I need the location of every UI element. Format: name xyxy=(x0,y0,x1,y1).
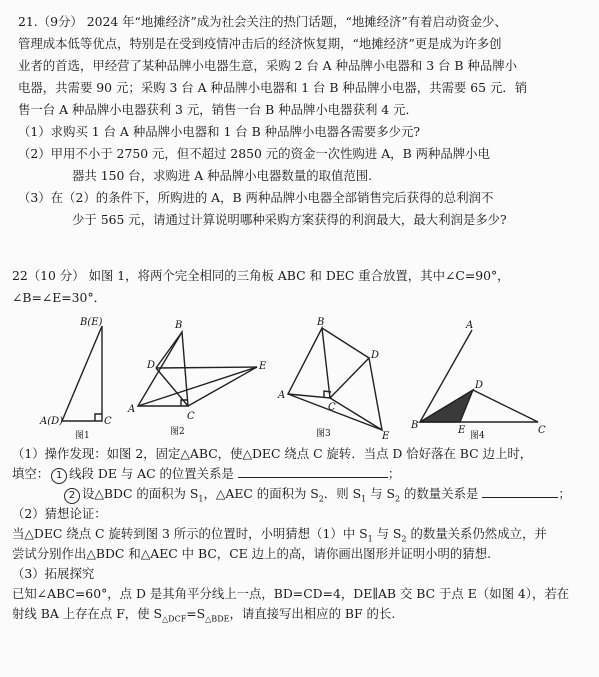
q22-op-fill-label: 填空： xyxy=(12,466,50,481)
q22-guess-line2: 尝试分别作出△BDC 和△AEC 中 BC，CE 边上的高，请你画出图形并证明小明的猜想. xyxy=(12,546,492,561)
q22-op2-text-b: ，△AEC 的面积为 S xyxy=(203,486,319,501)
q21-stem-line3: 业者的首选，甲经营了某种品牌小电器生意，采购 2 台 A 种品牌小电器和 3 台 B 种品牌小 xyxy=(18,58,518,73)
q22-guess-text-b: 与 S xyxy=(372,526,402,541)
q22-guess-text-c: 的数量关系仍然成立，并 xyxy=(406,526,547,541)
fig2-triangle-abc xyxy=(138,332,188,406)
q22-op2-answer-blank[interactable] xyxy=(482,497,558,498)
fig1-label-ad: A(D) xyxy=(40,416,64,427)
q22-stem-line1: 22（10 分） 如图 1，将两个完全相同的三角板 ABC 和 DEC 重合放置，其中∠C=90°， xyxy=(12,268,510,283)
fig3-triangle-abc xyxy=(288,328,330,398)
q22-op-line1: （1）操作发现：如图 2，固定△ABC，使△DEC 绕点 C 旋转．当点 D 恰好落在 BC 边上时， xyxy=(12,446,533,461)
q21-part2-line1: （2）甲用不小于 2750 元，但不超过 2850 元的资金一次性购进 A，B 两种品牌小电 xyxy=(18,146,490,161)
q22-stem-line2: ∠B=∠E=30°． xyxy=(12,290,107,305)
q22-figures xyxy=(0,312,599,442)
fig4-seg-dc xyxy=(473,390,538,422)
q22-op2-sub3: 1 xyxy=(361,494,367,504)
q21-stem-line5: 售一台 A 种品牌小电器获利 3 元，销售一台 B 种品牌小电器获利 4 元． xyxy=(18,102,418,117)
q22-ext-sub1: △DCF xyxy=(162,614,187,624)
fig3-caption: 图3 xyxy=(316,429,331,439)
fig1-label-c: C xyxy=(104,416,112,427)
figure-1 xyxy=(39,317,112,441)
q22-guess-sub2: 2 xyxy=(401,534,407,544)
q22-guess-text-a: 当△DEC 绕点 C 旋转到图 3 所示的位置时，小明猜想（1）中 S xyxy=(12,526,368,541)
q22-guess-sub1: 1 xyxy=(367,534,373,544)
fig3-seg-bd xyxy=(322,328,369,358)
fig4-label-e: E xyxy=(458,425,466,436)
fig3-triangle-dec xyxy=(330,358,382,430)
q22-ext-sub2: △BDE xyxy=(205,614,230,624)
circled-number-1: 1 xyxy=(51,468,67,484)
q22-op2-text-e: 的数量关系是 xyxy=(400,486,479,501)
fig1-right-angle-mark xyxy=(95,414,102,421)
fig3-label-d: D xyxy=(371,350,380,361)
q22-op2-text-d: 与 S xyxy=(366,486,395,501)
fig3-label-e: E xyxy=(382,431,390,442)
q22-ext-title: （3）拓展探究 xyxy=(12,566,95,581)
figure-2 xyxy=(127,320,267,437)
q21-stem-line4: 电器，共需要 90 元；采购 3 台 A 种品牌小电器和 1 台 B 种品牌小电器，共需要 65 元．销 xyxy=(18,80,528,95)
q21-part3-line1: （3）在（2）的条件下，所购进的 A，B 两种品牌小电器全部销售完后获得的总利润不 xyxy=(18,190,494,205)
q22-op2-sub4: 2 xyxy=(394,494,401,504)
fig2-seg-de xyxy=(156,367,257,368)
q22-guess-line1 xyxy=(12,526,547,546)
fig2-label-c: C xyxy=(187,411,195,422)
fig4-label-c: C xyxy=(538,425,546,436)
fig2-seg-bd xyxy=(156,332,182,368)
q21-part3-line2: 少于 565 元，请通过计算说明哪种采购方案获得的利润最大，最大利润是多少? xyxy=(72,212,507,227)
q22-ext-text-b: =S xyxy=(186,606,206,621)
q22-op2-text-a: 设△BDC 的面积为 S xyxy=(82,486,199,501)
q22-op2-text-c: ．则 S xyxy=(323,486,362,501)
fig4-label-b: B xyxy=(411,420,419,431)
q22-op1-row xyxy=(12,466,400,484)
fig4-label-a: A xyxy=(466,320,474,331)
q22-ext-line2 xyxy=(12,606,395,626)
figure-3 xyxy=(277,317,390,442)
q22-ext-text-c: ，请直接写出相应的 BF 的长. xyxy=(229,606,396,621)
q22-ext-text-a: 射线 BA 上存在点 F，使 S xyxy=(12,606,163,621)
fig4-shaded-triangle xyxy=(420,390,473,422)
fig2-caption: 图2 xyxy=(170,427,185,437)
fig3-label-b: B xyxy=(317,317,325,328)
q21-part2-line2: 器共 150 台，求购进 A 种品牌小电器数量的取值范围. xyxy=(72,168,373,183)
q22-op1-text: 线段 DE 与 AC 的位置关系是 xyxy=(69,466,234,481)
fig2-label-b: B xyxy=(175,320,183,331)
fig1-label-be: B(E) xyxy=(80,317,103,328)
q22-op2-sub2: 2 xyxy=(318,494,324,504)
q22-op2-sub1: 1 xyxy=(198,494,204,504)
fig2-label-a: A xyxy=(128,404,136,415)
fig4-caption: 图4 xyxy=(470,431,485,441)
q22-guess-title: （2）猜想论证： xyxy=(12,506,107,521)
fig1-caption: 图1 xyxy=(75,431,90,441)
q21-stem-line1: 21.（9分） 2024 年“地摊经济”成为社会关注的热门话题，“地摊经济”有着启动资金少、 xyxy=(18,14,507,29)
figure-4 xyxy=(410,320,546,441)
q22-ext-line1: 已知∠ABC=60°，点 D 是其角平分线上一点，BD=CD=4，DE∥AB 交 BC 于点 E（如图 4），若在 xyxy=(12,586,570,601)
q22-op1-answer-blank[interactable] xyxy=(238,477,388,478)
q22-op2-end: ； xyxy=(558,486,571,501)
fig4-label-d: D xyxy=(475,380,484,391)
fig2-label-e: E xyxy=(259,361,267,372)
fig3-label-c: C xyxy=(328,402,336,413)
fig2-label-d: D xyxy=(147,360,156,371)
fig1-triangle xyxy=(62,326,102,421)
circled-number-2: 2 xyxy=(64,488,80,504)
q21-part1: （1）求购买 1 台 A 种品牌小电器和 1 台 B 种品牌小电器各需要多少元? xyxy=(18,124,421,139)
q22-op1-end: ； xyxy=(387,466,401,481)
fig3-label-a: A xyxy=(278,390,286,401)
q22-op2-row xyxy=(62,486,571,506)
q21-stem-line2: 管理成本低等优点，特别是在受到疫情冲击后的经济恢复期，“地摊经济”更是成为许多创 xyxy=(18,36,502,51)
